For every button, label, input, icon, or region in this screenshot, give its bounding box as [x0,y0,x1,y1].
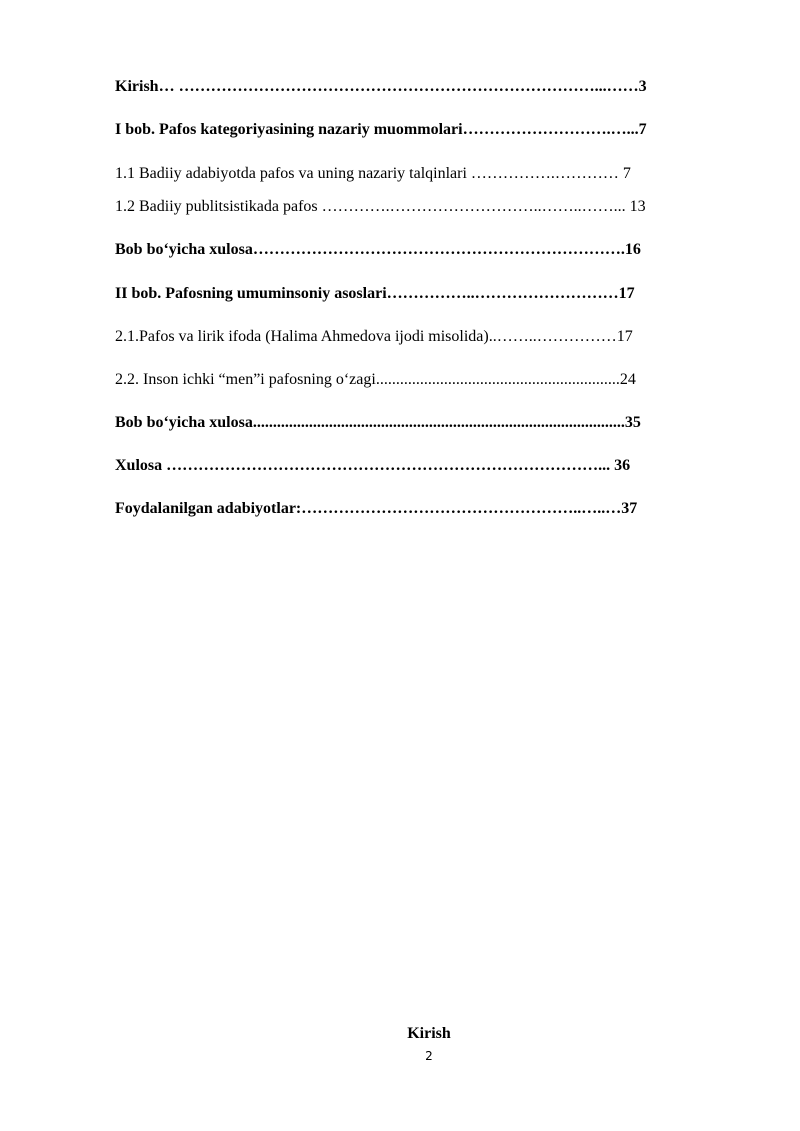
toc-entry-chapter-2-conclusion: Bob bo‘yicha xulosa.............................................................................................35 [115,414,641,431]
toc-entry-section-2-1: 2.1.Pafos va lirik ifoda (Halima Ahmedova ijodi misolida)..……..……………17 [115,328,633,345]
toc-entry-xulosa: Xulosa ………………………………………………………………………... 36 [115,457,631,474]
toc-entry-section-1-1: 1.1 Badiiy adabiyotda pafos va uning nazariy talqinlari …………….………… 7 [115,165,631,182]
toc-entry-section-1-2: 1.2 Badiiy publitsistikada pafos ………….………………………..……..……... 13 [115,198,646,215]
table-of-contents [0,0,800,540]
page-number: 2 [425,1049,433,1063]
toc-entry-chapter-1: I bob. Pafos kategoriyasining nazariy muommolari……………………….…...7 [115,121,647,138]
toc-entry-section-2-2: 2.2. Inson ichki “men”i pafosning o‘zagi.............................................................24 [115,371,636,388]
toc-entry-chapter-2: II bob. Pafosning umuminsoniy asoslari……………..………………………17 [115,285,635,302]
toc-entry-kirish: Kirish… ……………………………………………………………………...……3 [115,78,647,95]
toc-entry-chapter-1-conclusion: Bob bo‘yicha xulosa…………………………………………………………….16 [115,241,641,258]
section-heading-kirish: Kirish [407,1025,451,1042]
toc-entry-bibliography: Foydalanilgan adabiyotlar:……………………………………………..…..…37 [115,500,638,517]
